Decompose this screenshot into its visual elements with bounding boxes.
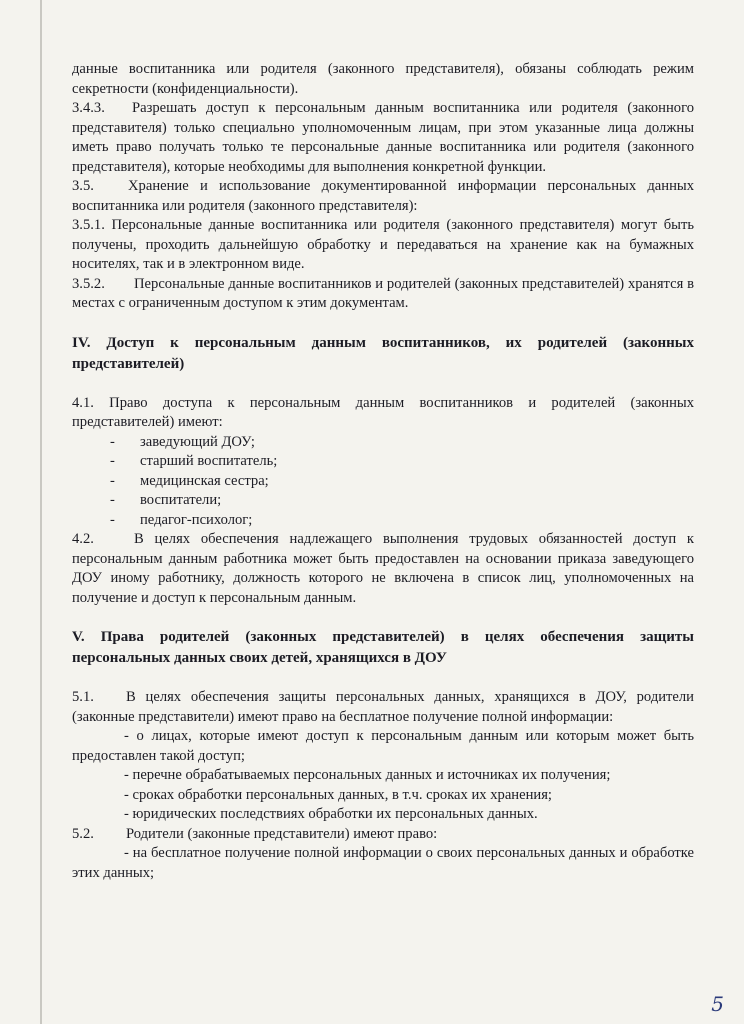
clause-text: Разрешать доступ к персональным данным воспитанника или родителя (законного представителя) только специально уполномоченным лицам, при этом указанные лица должны иметь право получать только те персональные данные воспитанника или родителя (законного представителя), которые необходимы для выполнения конкретной функции. — [72, 100, 694, 175]
clause-text: Родители (законные представители) имеют право: — [126, 825, 438, 842]
clause-text: В целях обеспечения защиты персональных данных, хранящихся в ДОУ, родители (законные представители) имеют право на бесплатное получение полной информации: — [72, 689, 694, 725]
page-number: 5 — [711, 992, 724, 1016]
clause-number: 4.2. — [72, 531, 94, 547]
list-item: - медицинская сестра; — [110, 472, 269, 489]
paragraph-5-2 — [72, 825, 694, 845]
subitem-5-2-a: - на бесплатное получение полной информации о своих персональных данных и обработке этих данных; — [72, 845, 694, 881]
paragraph-3-4-3 — [72, 99, 694, 177]
clause-number: 3.5. — [72, 178, 94, 194]
clause-number: 5.2. — [72, 825, 94, 842]
subitem-5-1-b: - перечне обрабатываемых персональных данных и источниках их получения; — [124, 767, 611, 783]
paragraph-intro: данные воспитанника или родителя (законного представителя), обязаны соблюдать режим секретности (конфиденциальности). — [72, 61, 694, 97]
clause-number: 5.1. — [72, 689, 94, 705]
subitem-5-1-c: - сроках обработки персональных данных, в т.ч. сроках их хранения; — [124, 786, 552, 803]
document-body — [72, 60, 694, 883]
list-item: - воспитатели; — [110, 492, 222, 508]
clause-text: Персональные данные воспитанников и родителей (законных представителей) хранятся в местах с ограниченным доступом к этим документам. — [72, 275, 694, 311]
page-edge-shadow — [40, 0, 42, 1024]
list-item: - заведующий ДОУ; — [110, 433, 255, 450]
clause-number: 3.4.3. — [72, 100, 105, 116]
list-item: - педагог-психолог; — [110, 511, 253, 528]
paragraph-3-5-1: 3.5.1. Персональные данные воспитанника или родителя (законного представителя) могут быть получены, проходить дальнейшую обработку и передаваться на хранение как на бумажных носителях, так и в электронном виде. — [72, 217, 694, 272]
clause-text: В целях обеспечения надлежащего выполнения трудовых обязанностей доступ к персональным данным работника может быть предоставлен на основании приказа заведующего ДОУ иному работнику, должность которого не включена в список лиц, уполномоченных на получение и доступ к персональным данным. — [72, 531, 694, 606]
clause-text: Хранение и использование документированной информации персональных данных воспитанника или родителя (законного представителя): — [72, 178, 694, 214]
paragraph-3-5 — [72, 177, 694, 216]
section-heading-5: V. Права родителей (законных представителей) в целях обеспечения защиты персональных данных своих детей, хранящихся в ДОУ — [72, 629, 694, 666]
paragraph-5-1 — [72, 688, 694, 727]
paragraph-4-1: 4.1. Право доступа к персональным данным воспитанников и родителей (законных представителей) имеют: — [72, 394, 694, 430]
section-heading-4: IV. Доступ к персональным данным воспитанников, их родителей (законных представителей) — [72, 334, 694, 372]
clause-number: 3.5.2. — [72, 275, 105, 292]
paragraph-4-2 — [72, 530, 694, 608]
paragraph-3-5-2 — [72, 275, 694, 314]
subitem-5-1-a: - о лицах, которые имеют доступ к персональным данным или которым может быть предоставлен такой доступ; — [72, 728, 694, 764]
list-item: - старший воспитатель; — [110, 453, 278, 469]
access-list — [72, 433, 694, 531]
subitem-5-1-d: - юридических последствиях обработки их персональных данных. — [124, 806, 538, 822]
